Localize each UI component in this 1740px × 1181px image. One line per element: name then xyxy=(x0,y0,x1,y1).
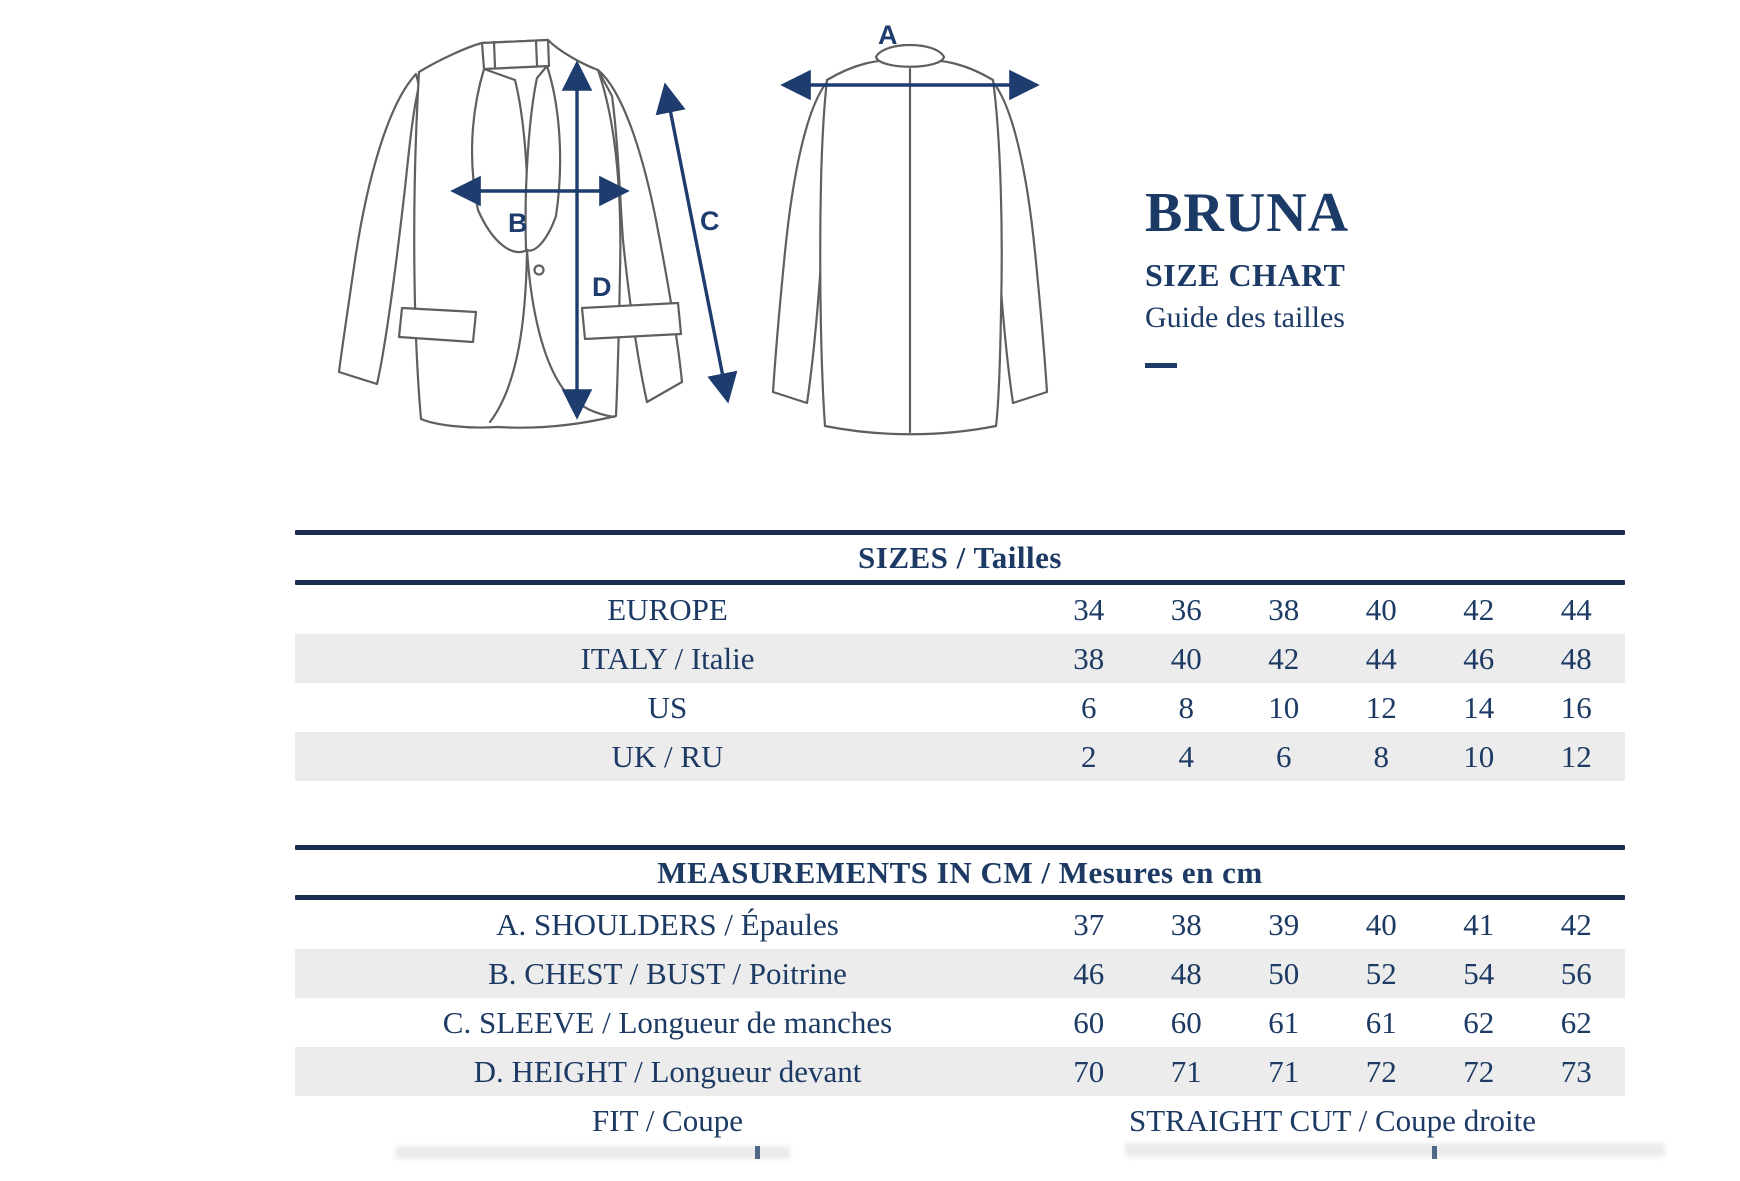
size-value: 40 xyxy=(1170,640,1202,676)
measure-value: 61 xyxy=(1365,1004,1397,1040)
product-name: BRUNA xyxy=(1145,182,1350,244)
row-label: EUROPE xyxy=(607,591,728,627)
size-value: 8 xyxy=(1178,689,1194,725)
cropped-next-row-ghost xyxy=(1125,1143,1665,1157)
size-chart-title: SIZE CHART xyxy=(1145,257,1346,293)
measure-value: 62 xyxy=(1463,1004,1495,1040)
table-row xyxy=(295,949,1625,998)
size-chart-subtitle-fr: Guide des tailles xyxy=(1145,301,1345,334)
row-label: US xyxy=(647,689,688,725)
size-value: 6 xyxy=(1081,689,1097,725)
row-label: ITALY / Italie xyxy=(580,640,755,676)
size-value: 14 xyxy=(1463,689,1495,725)
measure-value: 41 xyxy=(1463,906,1495,942)
size-value: 42 xyxy=(1463,591,1495,627)
row-label: FIT / Coupe xyxy=(592,1102,743,1138)
label-a: A xyxy=(878,20,898,50)
measure-value: 46 xyxy=(1073,955,1105,991)
measure-value: 40 xyxy=(1365,906,1397,942)
table-row xyxy=(295,585,1625,634)
table-row xyxy=(295,634,1625,683)
label-d: D xyxy=(592,272,612,302)
measure-value: 71 xyxy=(1268,1053,1300,1089)
table-row xyxy=(295,1047,1625,1096)
size-value: 12 xyxy=(1560,738,1592,774)
row-label: UK / RU xyxy=(611,738,724,774)
measure-value: 42 xyxy=(1560,906,1592,942)
sizes-table-header: SIZES / Tailles xyxy=(858,539,1062,575)
table-row xyxy=(295,732,1625,781)
size-value: 38 xyxy=(1073,640,1105,676)
measure-value: 71 xyxy=(1170,1053,1202,1089)
table-row xyxy=(295,998,1625,1047)
row-label: C. SLEEVE / Longueur de manches xyxy=(442,1004,893,1040)
row-label: B. CHEST / BUST / Poitrine xyxy=(488,955,847,991)
measure-value: 54 xyxy=(1463,955,1495,991)
size-value: 36 xyxy=(1170,591,1202,627)
size-value: 46 xyxy=(1463,640,1495,676)
table-row xyxy=(295,683,1625,732)
fit-row xyxy=(295,1096,1625,1145)
row-label: A. SHOULDERS / Épaules xyxy=(496,906,839,942)
measure-value: 56 xyxy=(1560,955,1592,991)
sizes-table xyxy=(295,530,1625,781)
measure-value: 70 xyxy=(1073,1053,1105,1089)
table-row xyxy=(295,900,1625,949)
measure-value: 61 xyxy=(1268,1004,1300,1040)
size-value: 4 xyxy=(1178,738,1194,774)
size-value: 40 xyxy=(1365,591,1397,627)
label-c: C xyxy=(700,206,720,236)
measure-value: 48 xyxy=(1170,955,1202,991)
size-value: 16 xyxy=(1560,689,1592,725)
size-value: 6 xyxy=(1276,738,1292,774)
measure-value: 60 xyxy=(1170,1004,1202,1040)
measure-value: 37 xyxy=(1073,906,1105,942)
label-b: B xyxy=(508,208,528,238)
cropped-next-row-ghost xyxy=(395,1146,790,1159)
measurements-table xyxy=(295,845,1625,1145)
row-label: D. HEIGHT / Longueur devant xyxy=(473,1053,862,1089)
jacket-back-sketch xyxy=(773,45,1047,434)
size-value: 48 xyxy=(1560,640,1592,676)
jacket-sketch-svg xyxy=(230,10,1080,440)
measure-value: 72 xyxy=(1365,1053,1397,1089)
size-value: 42 xyxy=(1268,640,1300,676)
cropped-arrow-mark xyxy=(755,1146,760,1159)
title-block xyxy=(1145,182,1565,368)
measure-value: 52 xyxy=(1365,955,1397,991)
size-value: 10 xyxy=(1463,738,1495,774)
size-value: 12 xyxy=(1365,689,1397,725)
measurements-table-header: MEASUREMENTS IN CM / Mesures en cm xyxy=(657,854,1263,890)
size-value: 44 xyxy=(1560,591,1592,627)
measure-value: 73 xyxy=(1560,1053,1592,1089)
measure-value: 39 xyxy=(1268,906,1300,942)
size-value: 38 xyxy=(1268,591,1300,627)
size-value: 2 xyxy=(1081,738,1097,774)
size-value: 34 xyxy=(1073,591,1105,627)
measure-value: 60 xyxy=(1073,1004,1105,1040)
size-value: 44 xyxy=(1365,640,1397,676)
size-value: 8 xyxy=(1373,738,1389,774)
measure-value: 50 xyxy=(1268,955,1300,991)
cropped-arrow-mark xyxy=(1432,1146,1437,1159)
jacket-measurement-diagram xyxy=(230,10,1080,440)
measure-value: 62 xyxy=(1560,1004,1592,1040)
fit-value: STRAIGHT CUT / Coupe droite xyxy=(1128,1102,1536,1138)
title-dash-rule xyxy=(1145,363,1177,368)
size-value: 10 xyxy=(1268,689,1300,725)
measure-value: 38 xyxy=(1170,906,1202,942)
measure-value: 72 xyxy=(1463,1053,1495,1089)
